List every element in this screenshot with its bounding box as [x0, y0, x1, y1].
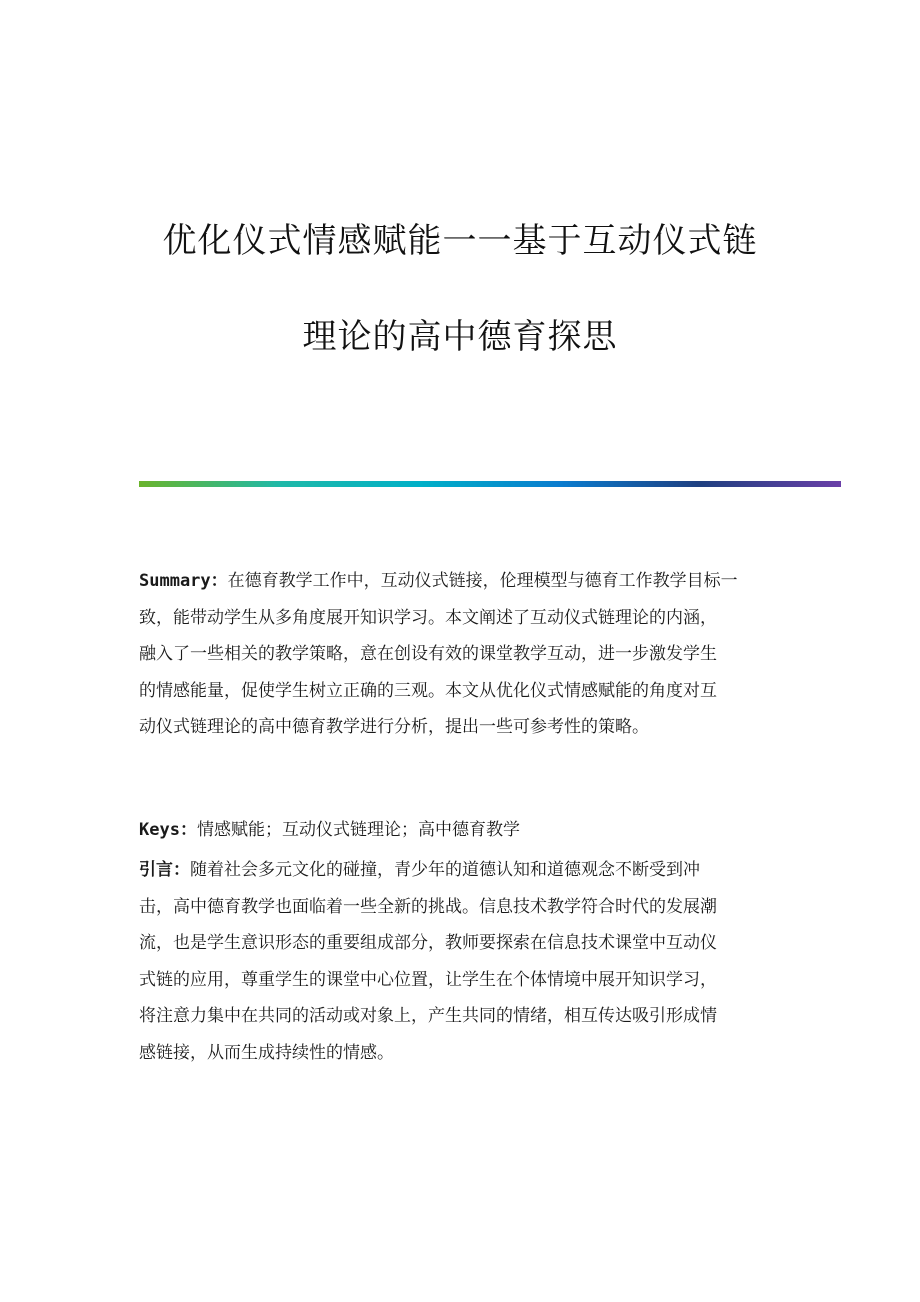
intro-label: 引言：	[139, 860, 190, 880]
summary-section	[139, 563, 789, 746]
keywords-section	[139, 812, 789, 849]
intro-line: 将注意力集中在共同的活动或对象上，产生共同的情绪，相互传达吸引形成情	[139, 1006, 717, 1026]
summary-label: Summary：	[139, 571, 228, 591]
summary-line: 的情感能量，促使学生树立正确的三观。本文从优化仪式情感赋能的角度对互	[139, 680, 717, 701]
summary-text: 在德育教学工作中，互动仪式链接，伦理模型与德育工作教学目标一	[227, 571, 738, 591]
introduction-section	[139, 852, 789, 1071]
intro-text: 随着社会多元文化的碰撞，青少年的道德认知和道德观念不断受到冲	[190, 860, 700, 880]
document-title-line-1: 优化仪式情感赋能一一基于互动仪式链	[162, 221, 758, 261]
summary-line: 融入了一些相关的教学策略，意在创设有效的课堂教学互动，进一步激发学生	[139, 644, 717, 664]
summary-line: 致，能带动学生从多角度展开知识学习。本文阐述了互动仪式链理论的内涵，	[139, 607, 717, 628]
summary-line: 动仪式链理论的高中德育教学进行分析，提出一些可参考性的策略。	[139, 717, 649, 737]
document-title-line-2: 理论的高中德育探思	[302, 317, 618, 357]
keywords-label: Keys：	[139, 820, 197, 840]
keywords-line	[139, 812, 789, 849]
intro-line	[139, 852, 789, 889]
gradient-divider	[139, 481, 841, 487]
intro-line: 感链接，从而生成持续性的情感。	[139, 1042, 394, 1063]
keywords-text: 情感赋能；互动仪式链理论；高中德育教学	[196, 820, 520, 840]
intro-line: 流，也是学生意识形态的重要组成部分，教师要探索在信息技术课堂中互动仪	[139, 933, 717, 953]
intro-line: 式链的应用，尊重学生的课堂中心位置，让学生在个体情境中展开知识学习，	[139, 969, 717, 990]
intro-line: 击，高中德育教学也面临着一些全新的挑战。信息技术教学符合时代的发展潮	[139, 896, 717, 917]
summary-line	[139, 563, 789, 600]
